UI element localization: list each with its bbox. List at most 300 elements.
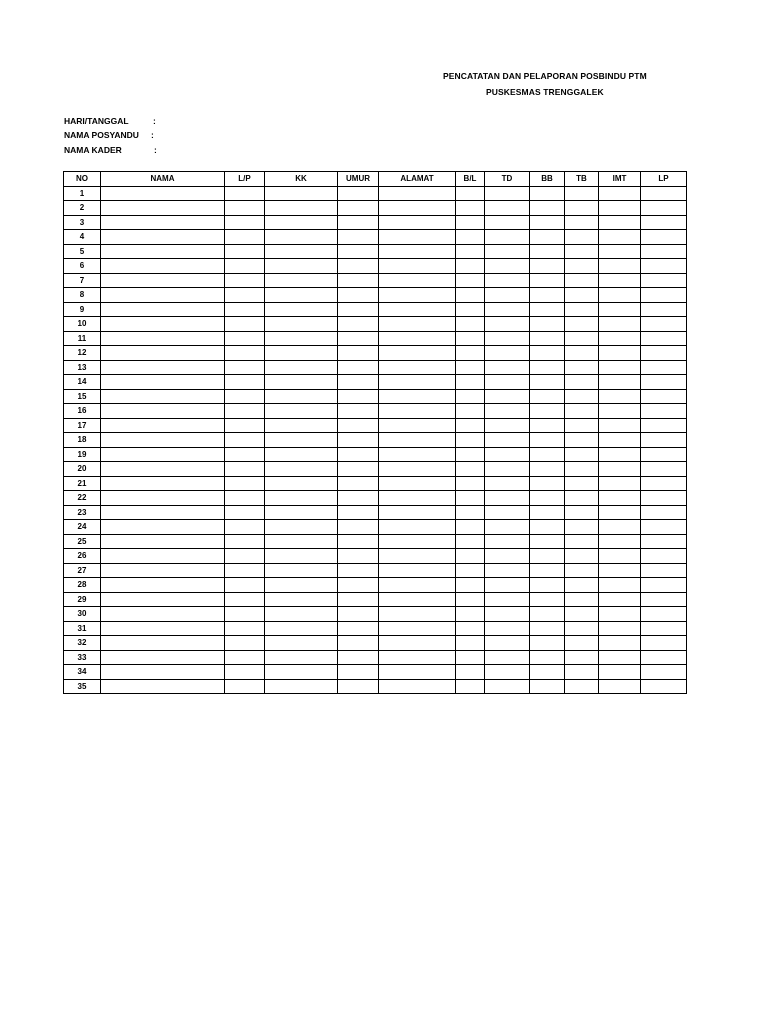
table-cell (379, 607, 456, 622)
table-cell (641, 592, 687, 607)
table-cell (101, 621, 225, 636)
table-cell (265, 346, 338, 361)
table-cell (641, 360, 687, 375)
table-cell (225, 201, 265, 216)
table-cell (530, 360, 565, 375)
table-cell (641, 505, 687, 520)
table-cell (530, 491, 565, 506)
table-row (64, 549, 687, 564)
table-cell (485, 679, 530, 694)
table-cell (379, 650, 456, 665)
table-cell (599, 418, 641, 433)
table-cell (456, 534, 485, 549)
table-cell (265, 534, 338, 549)
table-cell (599, 592, 641, 607)
table-cell (485, 505, 530, 520)
table-cell (225, 650, 265, 665)
field-hari-tanggal (64, 116, 156, 126)
table-cell (265, 520, 338, 535)
table-cell (225, 447, 265, 462)
table-cell (565, 607, 599, 622)
row-number: 28 (64, 578, 101, 593)
table-cell (265, 418, 338, 433)
table-cell (641, 331, 687, 346)
row-number: 2 (64, 201, 101, 216)
row-number: 20 (64, 462, 101, 477)
col-header-umur: UMUR (338, 172, 379, 187)
table-cell (225, 288, 265, 303)
row-number: 18 (64, 433, 101, 448)
table-cell (530, 259, 565, 274)
table-cell (225, 491, 265, 506)
table-cell (485, 186, 530, 201)
table-cell (265, 636, 338, 651)
table-row (64, 491, 687, 506)
table-cell (485, 491, 530, 506)
table-row (64, 447, 687, 462)
table-cell (530, 273, 565, 288)
table-cell (456, 636, 485, 651)
table-cell (565, 476, 599, 491)
table-row (64, 505, 687, 520)
table-row (64, 186, 687, 201)
col-header-tb: TB (565, 172, 599, 187)
table-cell (379, 447, 456, 462)
table-cell (641, 578, 687, 593)
table-cell (485, 389, 530, 404)
table-cell (456, 447, 485, 462)
table-cell (225, 346, 265, 361)
table-cell (485, 360, 530, 375)
table-cell (599, 433, 641, 448)
row-number: 14 (64, 375, 101, 390)
table-cell (456, 404, 485, 419)
row-number: 22 (64, 491, 101, 506)
table-cell (599, 273, 641, 288)
table-cell (338, 520, 379, 535)
table-row (64, 636, 687, 651)
table-cell (485, 433, 530, 448)
row-number: 26 (64, 549, 101, 564)
table-cell (379, 215, 456, 230)
table-cell (456, 491, 485, 506)
table-cell (641, 462, 687, 477)
table-cell (379, 244, 456, 259)
table-cell (530, 534, 565, 549)
table-cell (265, 201, 338, 216)
table-cell (485, 346, 530, 361)
row-number: 7 (64, 273, 101, 288)
table-cell (456, 650, 485, 665)
table-cell (485, 665, 530, 680)
table-cell (641, 273, 687, 288)
table-cell (456, 186, 485, 201)
table-cell (101, 317, 225, 332)
table-cell (456, 607, 485, 622)
table-cell (379, 317, 456, 332)
table-cell (456, 578, 485, 593)
table-cell (530, 375, 565, 390)
table-cell (456, 215, 485, 230)
document-subtitle: PUSKESMAS TRENGGALEK (486, 87, 604, 97)
table-body (64, 186, 687, 694)
table-row (64, 360, 687, 375)
field-label: HARI/TANGGAL (64, 116, 129, 126)
table-cell (456, 621, 485, 636)
table-cell (456, 433, 485, 448)
table-cell (456, 346, 485, 361)
col-header-bl: B/L (456, 172, 485, 187)
table-cell (565, 302, 599, 317)
table-cell (599, 607, 641, 622)
table-cell (599, 302, 641, 317)
table-cell (485, 621, 530, 636)
table-cell (265, 447, 338, 462)
table-cell (641, 346, 687, 361)
table-row (64, 462, 687, 477)
table-cell (599, 549, 641, 564)
table-cell (530, 186, 565, 201)
table-cell (456, 476, 485, 491)
table-cell (101, 230, 225, 245)
table-cell (225, 230, 265, 245)
table-cell (565, 520, 599, 535)
table-cell (338, 534, 379, 549)
table-cell (456, 201, 485, 216)
table-cell (379, 433, 456, 448)
table-cell (101, 563, 225, 578)
table-cell (265, 302, 338, 317)
table-cell (599, 389, 641, 404)
table-cell (456, 389, 485, 404)
table-cell (530, 636, 565, 651)
table-row (64, 476, 687, 491)
table-cell (456, 592, 485, 607)
table-cell (565, 534, 599, 549)
table-cell (456, 665, 485, 680)
table-cell (641, 230, 687, 245)
table-cell (265, 186, 338, 201)
row-number: 6 (64, 259, 101, 274)
table-cell (530, 621, 565, 636)
table-cell (338, 505, 379, 520)
table-cell (485, 592, 530, 607)
table-cell (265, 505, 338, 520)
table-cell (641, 679, 687, 694)
row-number: 15 (64, 389, 101, 404)
table-cell (338, 360, 379, 375)
table-cell (530, 563, 565, 578)
table-cell (265, 244, 338, 259)
table-cell (530, 288, 565, 303)
table-cell (530, 389, 565, 404)
table-cell (379, 346, 456, 361)
table-cell (456, 462, 485, 477)
table-cell (379, 331, 456, 346)
row-number: 32 (64, 636, 101, 651)
table-cell (530, 665, 565, 680)
table-cell (485, 317, 530, 332)
table-cell (565, 201, 599, 216)
table-cell (379, 665, 456, 680)
row-number: 5 (64, 244, 101, 259)
table-cell (456, 549, 485, 564)
row-number: 11 (64, 331, 101, 346)
table-cell (456, 360, 485, 375)
table-cell (565, 331, 599, 346)
table-row (64, 288, 687, 303)
table-cell (265, 360, 338, 375)
field-separator: : (151, 130, 154, 140)
table-cell (338, 389, 379, 404)
table-cell (530, 302, 565, 317)
table-cell (225, 636, 265, 651)
col-header-lp: LP (641, 172, 687, 187)
table-cell (485, 244, 530, 259)
table-cell (101, 375, 225, 390)
table-cell (101, 491, 225, 506)
table-cell (456, 563, 485, 578)
table-row (64, 230, 687, 245)
table-cell (641, 607, 687, 622)
row-number: 10 (64, 317, 101, 332)
table-cell (565, 491, 599, 506)
table-cell (565, 621, 599, 636)
table-cell (225, 317, 265, 332)
row-number: 24 (64, 520, 101, 535)
table-cell (456, 230, 485, 245)
table-cell (530, 505, 565, 520)
table-row (64, 433, 687, 448)
table-cell (101, 418, 225, 433)
field-label: NAMA POSYANDU (64, 130, 139, 140)
col-header-no: NO (64, 172, 101, 187)
table-cell (530, 476, 565, 491)
table-cell (456, 331, 485, 346)
field-nama-kader (64, 145, 157, 155)
row-number: 31 (64, 621, 101, 636)
row-number: 35 (64, 679, 101, 694)
table-cell (338, 375, 379, 390)
table-cell (338, 563, 379, 578)
table-cell (379, 404, 456, 419)
table-row (64, 679, 687, 694)
field-separator: : (154, 145, 157, 155)
table-cell (101, 665, 225, 680)
table-cell (338, 607, 379, 622)
table-cell (599, 346, 641, 361)
table-cell (379, 288, 456, 303)
table-cell (338, 259, 379, 274)
table-cell (101, 433, 225, 448)
table-cell (641, 491, 687, 506)
table-cell (485, 534, 530, 549)
table-header-row (64, 172, 687, 187)
table-cell (101, 389, 225, 404)
table-cell (565, 244, 599, 259)
table-cell (379, 375, 456, 390)
table-cell (641, 621, 687, 636)
table-cell (225, 302, 265, 317)
table-cell (641, 244, 687, 259)
table-cell (338, 302, 379, 317)
table-cell (379, 273, 456, 288)
table-cell (379, 462, 456, 477)
table-cell (641, 650, 687, 665)
table-cell (599, 375, 641, 390)
table-row (64, 621, 687, 636)
table-cell (225, 389, 265, 404)
table-cell (485, 230, 530, 245)
table-cell (338, 650, 379, 665)
table-cell (530, 244, 565, 259)
table-cell (565, 578, 599, 593)
table-cell (338, 665, 379, 680)
table-cell (379, 186, 456, 201)
table-cell (485, 404, 530, 419)
table-cell (225, 679, 265, 694)
row-number: 9 (64, 302, 101, 317)
table-cell (641, 447, 687, 462)
table-cell (101, 520, 225, 535)
table-cell (338, 273, 379, 288)
table-cell (338, 215, 379, 230)
table-cell (530, 607, 565, 622)
table-cell (456, 259, 485, 274)
table-cell (530, 447, 565, 462)
table-row (64, 520, 687, 535)
table-cell (225, 404, 265, 419)
table-cell (225, 621, 265, 636)
table-cell (530, 650, 565, 665)
table-cell (565, 186, 599, 201)
col-header-nama: NAMA (101, 172, 225, 187)
table-cell (379, 259, 456, 274)
table-cell (530, 679, 565, 694)
table-cell (565, 549, 599, 564)
table-cell (565, 636, 599, 651)
table-cell (265, 389, 338, 404)
table-row (64, 331, 687, 346)
table-cell (225, 186, 265, 201)
table-cell (641, 317, 687, 332)
table-cell (565, 288, 599, 303)
table-cell (379, 636, 456, 651)
table-cell (530, 549, 565, 564)
table-cell (101, 549, 225, 564)
table-cell (225, 462, 265, 477)
table-cell (565, 665, 599, 680)
table-cell (101, 360, 225, 375)
table-row (64, 563, 687, 578)
table-cell (338, 462, 379, 477)
table-cell (101, 578, 225, 593)
table-cell (379, 201, 456, 216)
table-row (64, 389, 687, 404)
table-cell (101, 447, 225, 462)
table-cell (225, 433, 265, 448)
table-cell (338, 549, 379, 564)
table-cell (265, 288, 338, 303)
table-cell (338, 418, 379, 433)
table-cell (379, 520, 456, 535)
table-cell (225, 360, 265, 375)
table-cell (265, 592, 338, 607)
table-cell (565, 433, 599, 448)
table-cell (265, 404, 338, 419)
table-cell (225, 215, 265, 230)
table-cell (225, 418, 265, 433)
table-cell (101, 505, 225, 520)
recording-table (63, 171, 687, 694)
table-cell (338, 317, 379, 332)
table-cell (599, 215, 641, 230)
table-cell (530, 201, 565, 216)
table-cell (485, 201, 530, 216)
table-cell (599, 520, 641, 535)
table-cell (485, 607, 530, 622)
table-cell (225, 273, 265, 288)
table-cell (599, 621, 641, 636)
table-cell (338, 578, 379, 593)
table-cell (485, 447, 530, 462)
table-cell (485, 549, 530, 564)
table-cell (599, 186, 641, 201)
table-cell (565, 273, 599, 288)
row-number: 27 (64, 563, 101, 578)
table-cell (265, 679, 338, 694)
table-row (64, 375, 687, 390)
table-cell (485, 375, 530, 390)
table-cell (379, 491, 456, 506)
table-cell (565, 375, 599, 390)
table-cell (379, 578, 456, 593)
table-cell (379, 534, 456, 549)
table-cell (530, 404, 565, 419)
table-cell (379, 476, 456, 491)
table-cell (379, 302, 456, 317)
table-cell (338, 679, 379, 694)
table-cell (379, 418, 456, 433)
row-number: 12 (64, 346, 101, 361)
table-cell (379, 389, 456, 404)
table-cell (456, 375, 485, 390)
table-cell (641, 375, 687, 390)
table-cell (225, 549, 265, 564)
table-cell (599, 259, 641, 274)
table-cell (101, 592, 225, 607)
table-row (64, 302, 687, 317)
table-cell (456, 273, 485, 288)
table-cell (530, 331, 565, 346)
table-cell (225, 505, 265, 520)
table-cell (565, 259, 599, 274)
table-cell (265, 650, 338, 665)
table-cell (338, 433, 379, 448)
table-cell (379, 679, 456, 694)
table-cell (225, 244, 265, 259)
table-cell (379, 360, 456, 375)
table-cell (379, 549, 456, 564)
table-cell (485, 418, 530, 433)
table-cell (265, 476, 338, 491)
table-cell (225, 665, 265, 680)
table-cell (379, 592, 456, 607)
table-cell (565, 505, 599, 520)
table-cell (565, 650, 599, 665)
table-cell (641, 433, 687, 448)
table-cell (599, 230, 641, 245)
